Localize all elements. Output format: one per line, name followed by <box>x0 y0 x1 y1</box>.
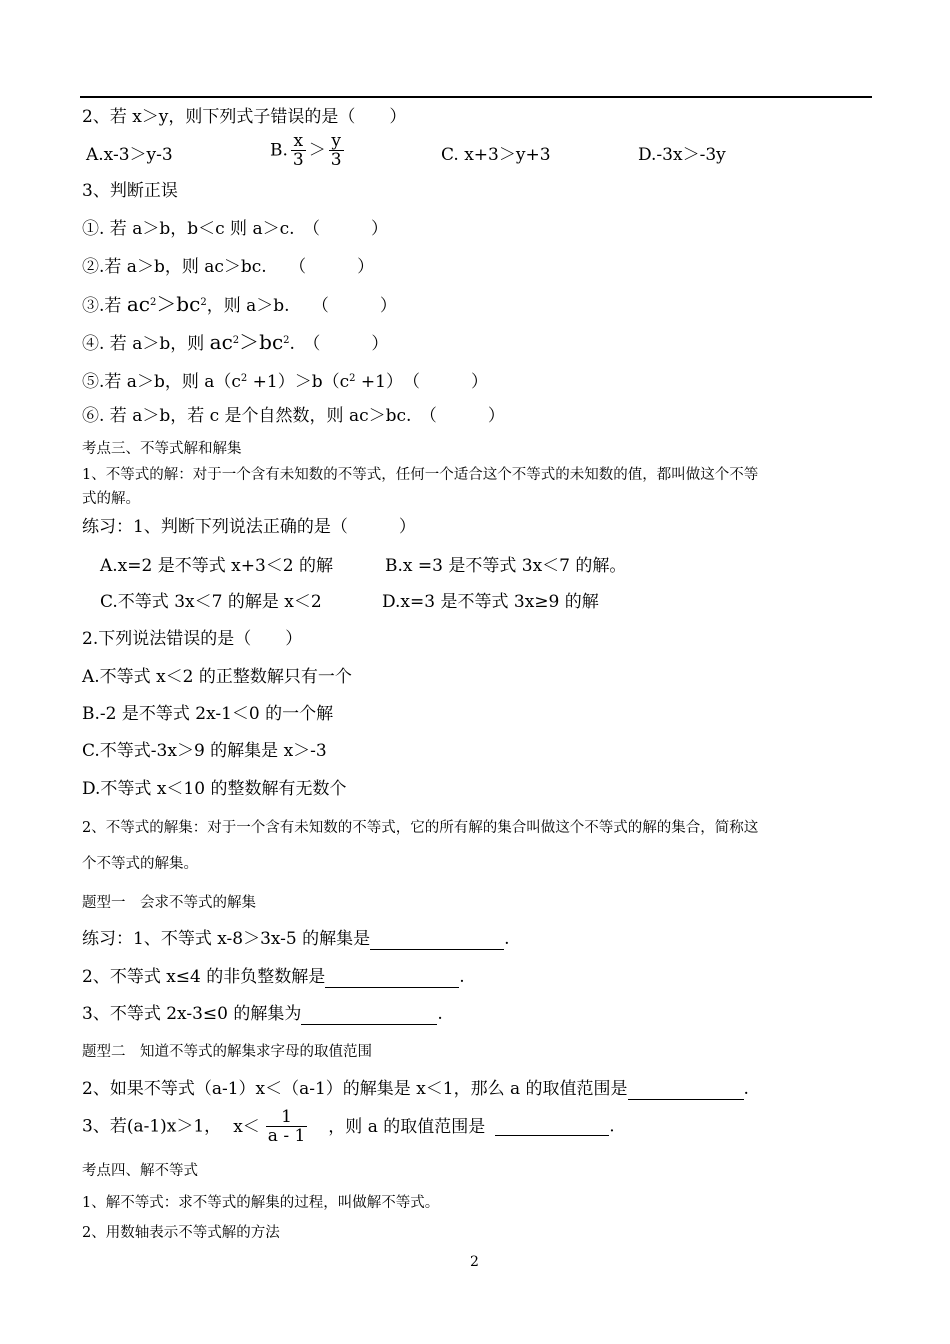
text: ＞bc <box>156 292 201 316</box>
q3-item-3 <box>82 292 397 317</box>
text: 3、不等式 2x-3≤0 的解集为 <box>82 1004 302 1024</box>
t1-practice-1 <box>82 928 510 950</box>
frac-den: 3 <box>330 150 342 170</box>
k3-ex1-option-d: D.x=3 是不等式 3x≥9 的解 <box>382 592 599 612</box>
t1-practice-2 <box>82 966 465 988</box>
section-title-k3: 考点三、不等式解和解集 <box>82 441 242 457</box>
q3-item-5 <box>82 368 488 393</box>
k3-ex1-option-b: B.x =3 是不等式 3x＜7 的解。 <box>385 556 627 576</box>
k3-ex1-option-c: C.不等式 3x＜7 的解是 x＜2 <box>100 592 322 612</box>
header-rule <box>80 96 872 98</box>
text: ＞bc <box>239 330 284 354</box>
fraction-x-over-3 <box>291 132 306 169</box>
text: 2、如果不等式（a-1）x＜（a-1）的解集是 x＜1，那么 a 的取值范围是 <box>82 1079 628 1099</box>
text: +1）＞b（c <box>247 372 350 392</box>
t2-practice-2 <box>82 1078 749 1100</box>
fraction-1-over-a-minus-1 <box>266 1108 308 1145</box>
q3-item-4 <box>82 330 388 355</box>
k3-def1-line2: 式的解。 <box>82 491 140 507</box>
text: ，则 a＞b. （ ） <box>206 296 397 316</box>
k3-def1-line1: 1、不等式的解：对于一个含有未知数的不等式，任何一个适合这个不等式的未知数的值，都叫做这个不等 <box>82 467 759 483</box>
superscript: 2 <box>283 335 290 346</box>
answer-blank[interactable] <box>370 931 504 950</box>
q2-b-prefix: B. <box>270 140 288 161</box>
q3-title: 3、判断正误 <box>82 181 178 201</box>
superscript: 2 <box>240 373 248 384</box>
answer-blank[interactable] <box>628 1081 744 1100</box>
text: ，则 a 的取值范围是 <box>328 1116 486 1137</box>
superscript: 2 <box>349 373 356 384</box>
text: ac <box>209 330 233 354</box>
q3-item-6: ⑥. 若 a＞b，若 c 是个自然数，则 ac＞bc. （ ） <box>82 406 505 426</box>
k4-line-1: 1、解不等式：求不等式的解集的过程，叫做解不等式。 <box>82 1195 440 1211</box>
q3-item-2: ②.若 a＞b，则 ac＞bc. （ ） <box>82 257 375 277</box>
frac-den: 3 <box>292 150 304 170</box>
k3-def2-line2: 个不等式的解集。 <box>82 856 198 872</box>
q2-stem: 2、若 x＞y，则下列式子错误的是（ ） <box>82 107 407 127</box>
frac-num: y <box>329 132 344 151</box>
period: . <box>459 967 465 987</box>
k3-exercise-1: 练习：1、判断下列说法正确的是（ ） <box>82 517 416 537</box>
text: 3、若(a-1)x＞1， <box>82 1116 222 1137</box>
answer-blank[interactable] <box>301 1006 437 1025</box>
period: . <box>504 929 510 949</box>
k3-ex2-option-a: A.不等式 x＜2 的正整数解只有一个 <box>82 667 352 687</box>
fraction-y-over-3 <box>329 132 344 169</box>
text: ④. 若 a＞b，则 <box>82 334 210 354</box>
q2-option-c: C. x+3＞y+3 <box>441 145 551 165</box>
superscript: 2 <box>149 297 157 308</box>
answer-blank[interactable] <box>495 1117 609 1136</box>
period: . <box>437 1004 443 1024</box>
k3-ex1-option-a: A.x=2 是不等式 x+3＜2 的解 <box>100 556 334 576</box>
superscript: 2 <box>232 335 240 346</box>
text: ⑤.若 a＞b，则 a（c <box>82 372 241 392</box>
section-title-k4: 考点四、解不等式 <box>82 1163 198 1179</box>
text: ③.若 <box>82 296 127 316</box>
frac-num: x <box>291 132 306 151</box>
q2-option-b <box>270 132 347 169</box>
k3-ex2-option-b: B.-2 是不等式 2x-1＜0 的一个解 <box>82 704 334 724</box>
superscript: 2 <box>200 297 207 308</box>
q2-option-d: D.-3x＞-3y <box>638 145 726 165</box>
k3-ex2-option-c: C.不等式-3x＞9 的解集是 x＞-3 <box>82 741 327 761</box>
period: . <box>743 1079 749 1099</box>
text: . （ ） <box>289 334 389 354</box>
k4-line-2: 2、用数轴表示不等式解的方法 <box>82 1225 280 1241</box>
t1-practice-3 <box>82 1003 443 1025</box>
text: ac <box>126 292 150 316</box>
page-number: 2 <box>470 1254 479 1270</box>
k3-def2-line1: 2、不等式的解集：对于一个含有未知数的不等式，它的所有解的集合叫做这个不等式的解的集合，简称这 <box>82 820 759 836</box>
period: . <box>609 1116 615 1137</box>
k3-exercise-2: 2.下列说法错误的是（ ） <box>82 629 303 649</box>
text: +1） （ ） <box>355 372 488 392</box>
section-title-t1: 题型一 会求不等式的解集 <box>82 895 256 911</box>
q3-item-1: ①. 若 a＞b，b＜c 则 a＞c. （ ） <box>82 219 388 239</box>
frac-num: 1 <box>266 1108 308 1127</box>
text: 练习：1、不等式 x-8＞3x-5 的解集是 <box>82 929 371 949</box>
answer-blank[interactable] <box>325 969 459 988</box>
frac-den: a - 1 <box>267 1126 306 1146</box>
q2-option-a: A.x-3＞y-3 <box>86 145 173 165</box>
text: 2、不等式 x≤4 的非负整数解是 <box>82 967 326 987</box>
k3-ex2-option-d: D.不等式 x＜10 的整数解有无数个 <box>82 779 347 799</box>
greater-than: ＞ <box>308 140 326 161</box>
text: x＜ <box>233 1116 260 1137</box>
section-title-t2: 题型二 知道不等式的解集求字母的取值范围 <box>82 1044 372 1060</box>
t2-practice-3 <box>82 1108 615 1145</box>
